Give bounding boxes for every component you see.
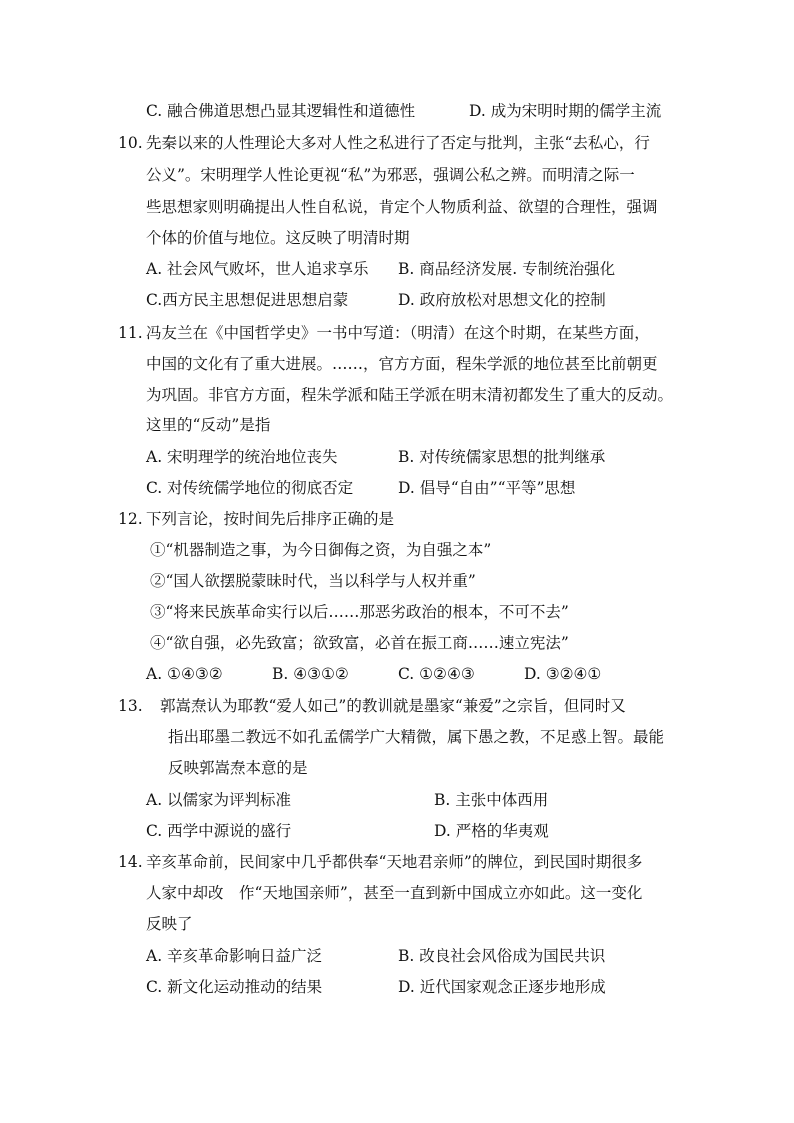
q14-option-a: A. 辛亥革命影响日益广泛 (146, 947, 323, 965)
q11-stem-line: 为巩固。非官方方面，程朱学派和陆王学派在明末清初都发生了重大的反动。 (146, 386, 674, 404)
q12-statement: ①“机器制造之事，为今日御侮之资，为自强之本” (150, 541, 492, 559)
q11-option-b: B. 对传统儒家思想的批判继承 (398, 448, 606, 466)
q11-option-a: A. 宋明理学的统治地位丧失 (146, 448, 338, 466)
q12-option-c: C. ①②④③ (398, 665, 475, 683)
q11-stem-line: 中国的文化有了重大进展。……，官方方面，程朱学派的地位甚至比前朝更 (146, 355, 658, 373)
q10-stem-line: 些思想家则明确提出人性自私说，肯定个人物质利益、欲望的合理性，强调 (146, 198, 658, 216)
q11-option-c: C. 对传统儒学地位的彻底否定 (146, 479, 354, 497)
q13-stem-line: 郭嵩焘认为耶教“爱人如己”的教训就是墨家“兼爱”之宗旨，但同时又 (160, 697, 626, 715)
q12-statement: ③“将来民族革命实行以后……那恶劣政治的根本，不可不去” (150, 603, 569, 621)
q13-option-b: B. 主张中体西用 (434, 791, 549, 809)
q12-option-d: D. ③②④① (524, 665, 602, 683)
q11-stem-line: 冯友兰在《中国哲学史》一书中写道：（明清）在这个时期，在某些方面， (146, 324, 650, 342)
q14-option-d: D. 近代国家观念正逐步地形成 (398, 978, 606, 996)
q10-option-b: B. 商品经济发展. 专制统治强化 (398, 260, 616, 278)
q14-option-c: C. 新文化运动推动的结果 (146, 978, 323, 996)
q13-option-d: D. 严格的华夷观 (434, 822, 549, 840)
q14-stem-line: 人家中却改 作“天地国亲师”，甚至一直到新中国成立亦如此。这一变化 (146, 884, 643, 902)
q11-number: 11. (118, 324, 143, 342)
q12-stem: 下列言论，按时间先后排序正确的是 (146, 510, 395, 528)
q12-number: 12. (118, 510, 143, 528)
q9-option-c: C. 融合佛道思想凸显其逻辑性和道德性 (146, 102, 416, 120)
q13-stem-line: 反映郭嵩焘本意的是 (168, 759, 308, 777)
q10-number: 10. (118, 134, 143, 152)
q13-option-a: A. 以儒家为评判标准 (146, 791, 292, 809)
q11-option-d: D. 倡导“自由”“平等”思想 (398, 479, 576, 497)
q9-option-d: D. 成为宋明时期的儒学主流 (469, 102, 662, 120)
q13-option-c: C. 西学中源说的盛行 (146, 822, 292, 840)
q12-statement: ④“欲自强，必先致富；欲致富，必首在振工商……速立宪法” (150, 634, 569, 652)
q10-stem-line: 个体的价值与地位。这反映了明清时期 (146, 229, 410, 247)
q12-option-a: A. ①④③② (146, 665, 223, 683)
q14-stem-line: 反映了 (146, 915, 193, 933)
q10-option-d: D. 政府放松对思想文化的控制 (398, 291, 606, 309)
q12-option-b: B. ④③①② (272, 665, 349, 683)
q10-stem-line: 先秦以来的人性理论大多对人性之私进行了否定与批判，主张“去私心，行 (146, 134, 650, 152)
q12-statement: ②“国人欲摆脱蒙昧时代，当以科学与人权并重” (150, 572, 476, 590)
q11-stem-line: 这里的“反动”是指 (146, 416, 271, 434)
q13-stem-line: 指出耶墨二教远不如孔孟儒学广大精微，属下愚之教，不足惑上智。最能 (168, 728, 665, 746)
q10-stem-line: 公义”。宋明理学人性论更视“私”为邪恶，强调公私之辨。而明清之际一 (146, 166, 635, 184)
q10-option-c: C.西方民主思想促进思想启蒙 (146, 291, 349, 309)
q14-stem-line: 辛亥革命前，民间家中几乎都供奉“天地君亲师”的牌位，到民国时期很多 (146, 853, 643, 871)
q14-number: 14. (118, 853, 143, 871)
q14-option-b: B. 改良社会风俗成为国民共识 (398, 947, 606, 965)
q10-option-a: A. 社会风气败坏，世人追求享乐 (146, 260, 369, 278)
q13-number: 13. (118, 697, 143, 715)
